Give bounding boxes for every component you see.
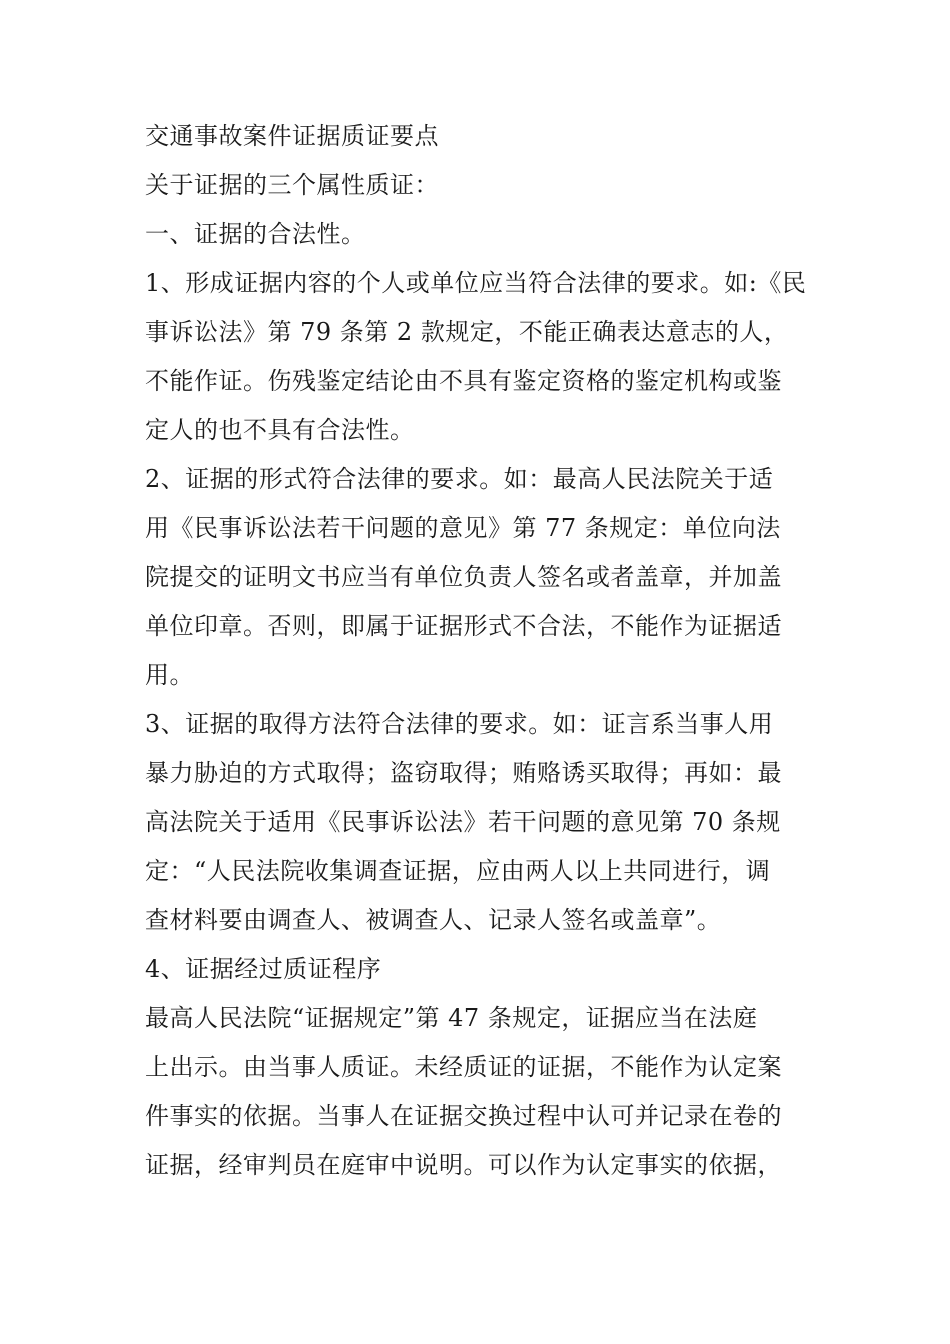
paragraph-line: 暴力胁迫的方式取得；盗窃取得；贿赂诱买取得；再如：最	[145, 759, 782, 787]
section-heading-legality: 一、证据的合法性。	[145, 220, 366, 248]
paragraph-line: 查材料要由调查人、被调查人、记录人签名或盖章”。	[145, 906, 722, 934]
paragraph-line: 不能作证。伤残鉴定结论由不具有鉴定资格的鉴定机构或鉴	[145, 367, 782, 395]
paragraph-line: 高法院关于适用《民事诉讼法》若干问题的意见第 70 条规	[145, 808, 781, 836]
paragraph-line: 件事实的依据。当事人在证据交换过程中认可并记录在卷的	[145, 1102, 782, 1130]
document-body	[145, 112, 825, 1190]
paragraph-line: 定：“人民法院收集调查证据，应由两人以上共同进行，调	[145, 857, 771, 885]
paragraph-line: 2、证据的形式符合法律的要求。如：最高人民法院关于适	[145, 465, 774, 493]
section-intro: 关于证据的三个属性质证：	[145, 171, 439, 199]
paragraph-line: 1、形成证据内容的个人或单位应当符合法律的要求。如:《民	[145, 269, 807, 297]
paragraph-line: 事诉讼法》第 79 条第 2 款规定，不能正确表达意志的人，	[145, 318, 789, 346]
paragraph-line: 证据，经审判员在庭审中说明。可以作为认定事实的依据，	[145, 1151, 782, 1179]
paragraph-line: 3、证据的取得方法符合法律的要求。如：证言系当事人用	[145, 710, 774, 738]
document-title: 交通事故案件证据质证要点	[145, 122, 439, 150]
paragraph-line: 院提交的证明文书应当有单位负责人签名或者盖章，并加盖	[145, 563, 782, 591]
paragraph-line: 4、证据经过质证程序	[145, 955, 382, 983]
paragraph-line: 用。	[145, 661, 194, 689]
paragraph-line: 上出示。由当事人质证。未经质证的证据，不能作为认定案	[145, 1053, 782, 1081]
paragraph-line: 用《民事诉讼法若干问题的意见》第 77 条规定：单位向法	[145, 514, 781, 542]
paragraph-line: 定人的也不具有合法性。	[145, 416, 415, 444]
paragraph-line: 最高人民法院“证据规定”第 47 条规定，证据应当在法庭	[145, 1004, 758, 1032]
paragraph-line: 单位印章。否则，即属于证据形式不合法，不能作为证据适	[145, 612, 782, 640]
